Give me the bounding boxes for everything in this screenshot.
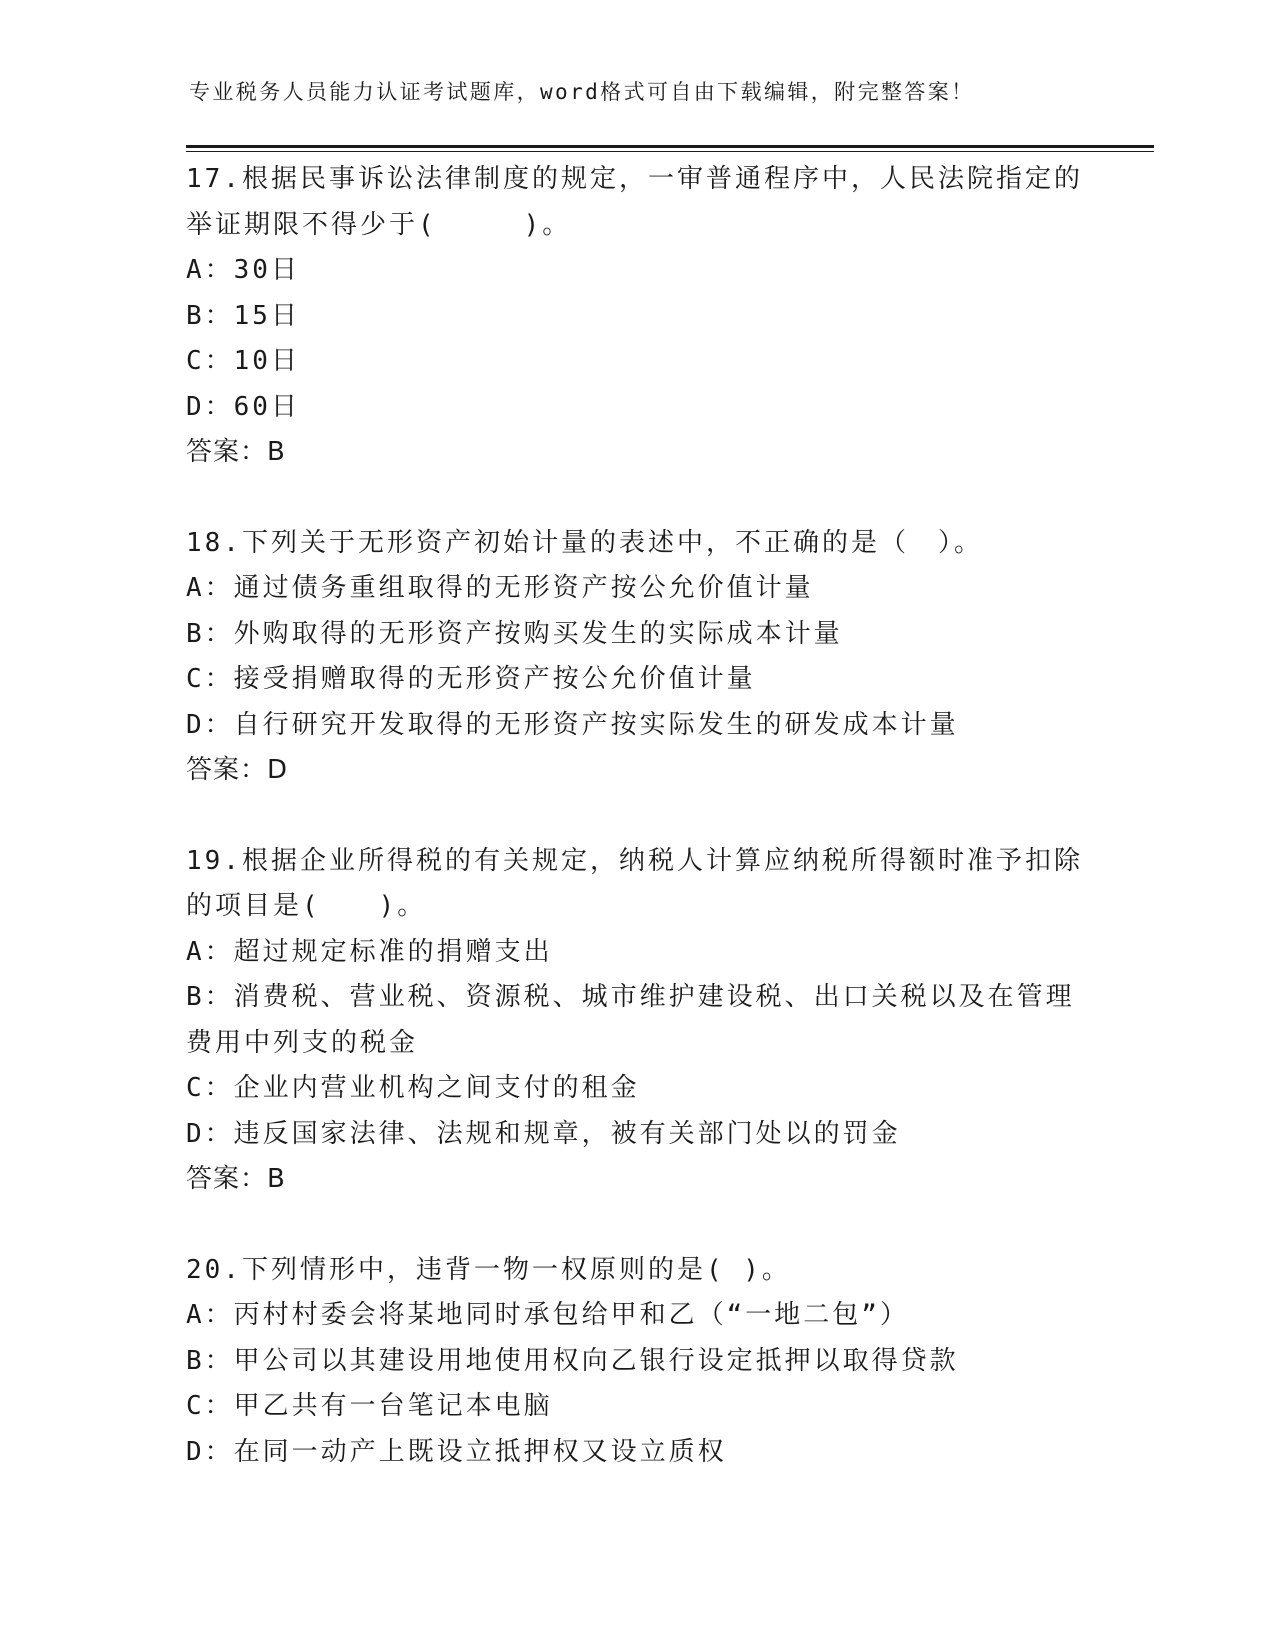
question-20 [186,1248,1086,1476]
page-header: 专业税务人员能力认证考试题库，word格式可自由下载编辑，附完整答案！ [189,80,975,104]
answer-line: 答案：B [186,1164,286,1194]
option-c: C：接受捐赠取得的无形资产按公允价值计量 [186,664,756,694]
option-a: A：30日 [186,255,300,285]
option-c: C：企业内营业机构之间支付的租金 [186,1073,640,1103]
question-stem-line: 18.下列关于无形资产初始计量的表述中，不正确的是（ ）。 [186,527,983,558]
option-d: D：在同一动产上既设立抵押权又设立质权 [186,1436,727,1467]
option-c: C：10日 [186,346,300,376]
header-rule-thick [186,145,1154,148]
question-stem-line: 20.下列情形中，违背一物一权原则的是( )。 [186,1254,791,1285]
question-stem-line: 的项目是( )。 [186,891,427,921]
question-list [186,157,1086,1475]
answer-line: 答案：D [186,755,289,785]
answer-line: 答案：B [186,437,286,467]
option-a: A：通过债务重组取得的无形资产按公允价值计量 [186,573,814,603]
option-b: B：甲公司以其建设用地使用权向乙银行设定抵押以取得贷款 [186,1345,959,1376]
option-b: B：15日 [186,300,300,331]
header-rule-thin [186,151,1154,152]
option-a: A：超过规定标准的捐赠支出 [186,936,553,967]
question-17 [186,157,1086,476]
option-b: B：消费税、营业税、资源税、城市维护建设税、出口关税以及在管理 [186,982,1075,1012]
option-c: C：甲乙共有一台笔记本电脑 [186,1391,553,1421]
question-19 [186,839,1086,1203]
option-b: B：外购取得的无形资产按购买发生的实际成本计量 [186,618,843,649]
option-d: D：违反国家法律、法规和规章，被有关部门处以的罚金 [186,1118,901,1149]
option-a: A：丙村村委会将某地同时承包给甲和乙（“一地二包”） [186,1300,909,1330]
question-stem-line: 19.根据企业所得税的有关规定，纳税人计算应纳税所得额时准予扣除 [186,845,1083,876]
option-b-continued: 费用中列支的税金 [186,1027,419,1058]
question-18 [186,521,1086,794]
option-d: D：60日 [186,391,300,422]
option-d: D：自行研究开发取得的无形资产按实际发生的研发成本计量 [186,709,959,740]
question-stem-line: 17.根据民事诉讼法律制度的规定，一审普通程序中，人民法院指定的 [186,164,1083,194]
question-stem-line: 举证期限不得少于( )。 [186,209,572,240]
